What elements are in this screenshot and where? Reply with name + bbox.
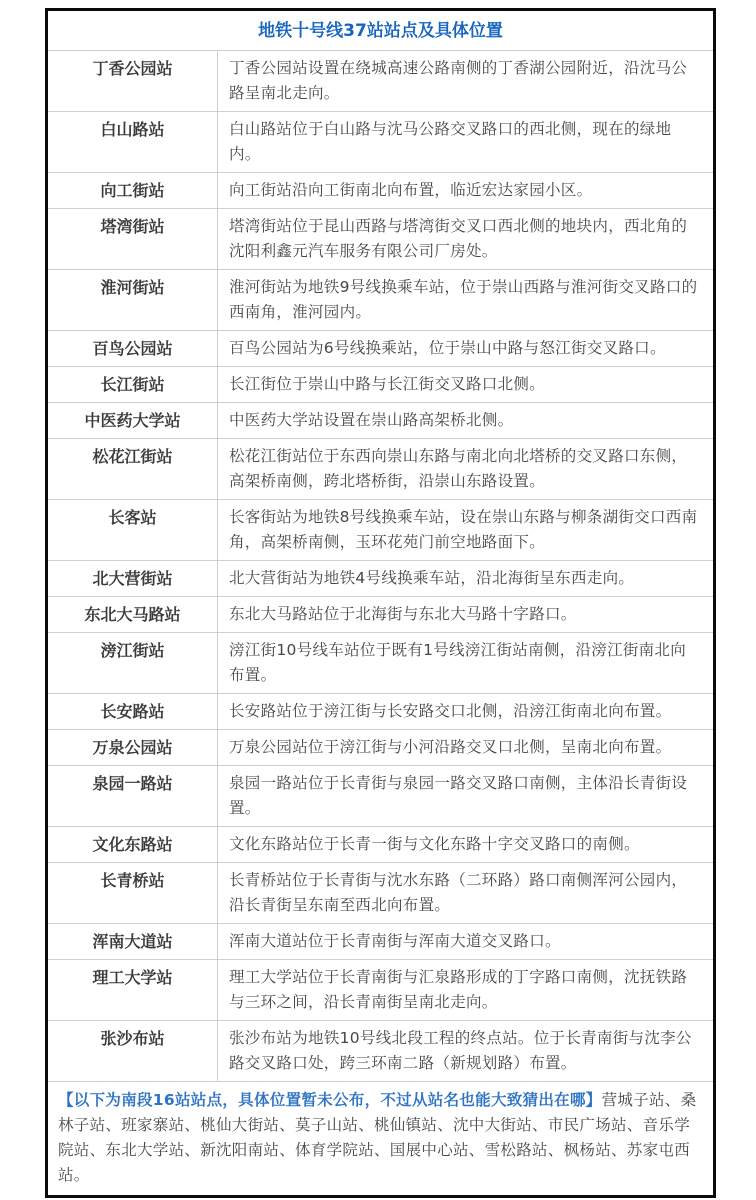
station-name-cell: 白山路站 — [48, 112, 218, 172]
station-table-body — [48, 50, 713, 1081]
footer-note — [48, 1081, 713, 1195]
table-row — [48, 959, 713, 1020]
table-row — [48, 560, 713, 596]
station-description-cell: 理工大学站位于长青南街与汇泉路形成的丁字路口南侧，沈抚铁路与三环之间，沿长青南街呈南北走向。 — [229, 968, 688, 1011]
station-name-cell: 淮河街站 — [48, 270, 218, 330]
station-name-cell: 中医药大学站 — [48, 403, 218, 438]
station-description-cell: 松花江街站位于东西向崇山东路与南北向北塔桥的交叉路口东侧，高架桥南侧，跨北塔桥街，沿崇山东路设置。 — [229, 447, 688, 490]
table-row — [48, 826, 713, 862]
page-title: 地铁十号线37站站点及具体位置 — [258, 21, 503, 41]
footer-highlight: 【以下为南段16站站点，具体位置暂未公布，不过从站名也能大致猜出在哪】 — [58, 1091, 602, 1109]
station-description-cell: 浑南大道站位于长青南街与浑南大道交叉路口。 — [229, 932, 561, 950]
table-row — [48, 402, 713, 438]
station-description-cell: 泉园一路站位于长青街与泉园一路交叉路口南侧，主体沿长青街设置。 — [229, 774, 688, 817]
table-row — [48, 596, 713, 632]
station-description-cell: 文化东路站位于长青一街与文化东路十字交叉路口的南侧。 — [229, 835, 640, 853]
table-row — [48, 632, 713, 693]
table-row — [48, 366, 713, 402]
station-name-cell: 长青桥站 — [48, 863, 218, 923]
station-description-cell: 长江街位于崇山中路与长江街交叉路口北侧。 — [229, 375, 546, 393]
station-name-cell: 泉园一路站 — [48, 766, 218, 826]
station-description-cell: 万泉公园站位于滂江街与小河沿路交叉口北侧，呈南北向布置。 — [229, 738, 672, 756]
table-row — [48, 330, 713, 366]
table-row — [48, 111, 713, 172]
table-row — [48, 693, 713, 729]
station-description-cell: 长客街站为地铁8号线换乘车站，设在崇山东路与柳条湖街交口西南角，高架桥南侧，玉环花苑门前空地路面下。 — [229, 508, 698, 551]
station-name-cell: 长客站 — [48, 500, 218, 560]
station-name-cell: 北大营街站 — [48, 561, 218, 596]
station-description-cell: 北大营街站为地铁4号线换乘车站，沿北海街呈东西走向。 — [229, 569, 635, 587]
station-name-cell: 理工大学站 — [48, 960, 218, 1020]
table-row — [48, 438, 713, 499]
table-row — [48, 172, 713, 208]
station-description-cell: 塔湾街站位于昆山西路与塔湾街交叉口西北侧的地块内，西北角的沈阳利鑫元汽车服务有限公司厂房处。 — [229, 217, 688, 260]
station-name-cell: 滂江街站 — [48, 633, 218, 693]
station-name-cell: 万泉公园站 — [48, 730, 218, 765]
station-description-cell: 长安路站位于滂江街与长安路交口北侧，沿滂江街南北向布置。 — [229, 702, 672, 720]
station-name-cell: 百鸟公园站 — [48, 331, 218, 366]
table-row — [48, 499, 713, 560]
table-row — [48, 765, 713, 826]
station-description-cell: 丁香公园站设置在绕城高速公路南侧的丁香湖公园附近，沿沈马公路呈南北走向。 — [229, 59, 688, 102]
table-row — [48, 208, 713, 269]
station-name-cell: 长安路站 — [48, 694, 218, 729]
station-name-cell: 东北大马路站 — [48, 597, 218, 632]
station-description-cell: 滂江街10号线车站位于既有1号线滂江街站南侧，沿滂江街南北向布置。 — [229, 641, 687, 684]
station-name-cell: 张沙布站 — [48, 1021, 218, 1081]
table-row — [48, 269, 713, 330]
station-name-cell: 松花江街站 — [48, 439, 218, 499]
station-description-cell: 淮河街站为地铁9号线换乘车站，位于崇山西路与淮河街交叉路口的西南角，淮河园内。 — [229, 278, 698, 321]
station-name-cell: 文化东路站 — [48, 827, 218, 862]
table-row — [48, 1020, 713, 1081]
station-description-cell: 东北大马路站位于北海街与东北大马路十字路口。 — [229, 605, 577, 623]
station-description-cell: 白山路站位于白山路与沈马公路交叉路口的西北侧，现在的绿地内。 — [229, 120, 672, 163]
table-row — [48, 862, 713, 923]
station-description-cell: 长青桥站位于长青街与沈水东路（二环路）路口南侧浑河公园内，沿长青街呈东南至西北向布置。 — [229, 871, 688, 914]
station-name-cell: 向工街站 — [48, 173, 218, 208]
station-name-cell: 长江街站 — [48, 367, 218, 402]
station-table — [45, 8, 716, 1198]
table-row — [48, 50, 713, 111]
table-row — [48, 923, 713, 959]
station-name-cell: 浑南大道站 — [48, 924, 218, 959]
station-name-cell: 塔湾街站 — [48, 209, 218, 269]
station-name-cell: 丁香公园站 — [48, 51, 218, 111]
station-description-cell: 张沙布站为地铁10号线北段工程的终点站。位于长青南街与沈李公路交叉路口处，跨三环南二路（新规划路）布置。 — [229, 1029, 692, 1072]
station-description-cell: 向工街站沿向工街南北向布置，临近宏达家园小区。 — [229, 181, 593, 199]
station-description-cell: 中医药大学站设置在崇山路高架桥北侧。 — [229, 411, 514, 429]
footer-station-list: 营城子站、桑林子站、班家寨站、桃仙大街站、莫子山站、桃仙镇站、沈中大街站、市民广场站、音乐学院站、东北大学站、新沈阳南站、体育学院站、国展中心站、雪松路站、枫杨站、苏家屯西站。 — [58, 1091, 697, 1184]
table-row — [48, 729, 713, 765]
station-description-cell: 百鸟公园站为6号线换乘站，位于崇山中路与怒江街交叉路口。 — [229, 339, 666, 357]
